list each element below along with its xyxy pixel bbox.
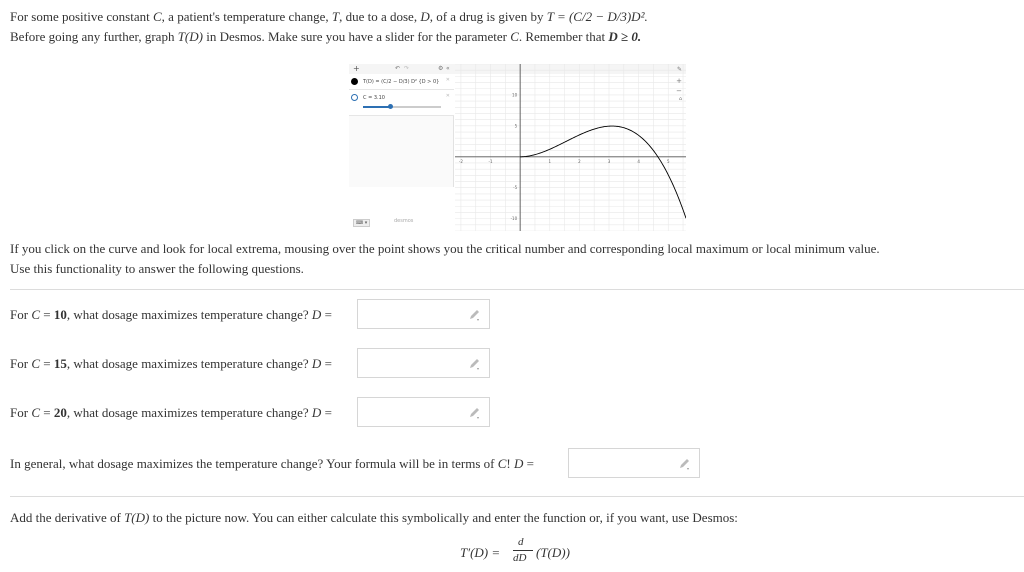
graph-canvas[interactable] (455, 64, 686, 231)
var-t: T (331, 9, 340, 24)
x-icon[interactable]: ✕ (445, 93, 450, 99)
fn-td: T(D) (177, 29, 203, 44)
equals: = (321, 356, 332, 371)
var-d: D (311, 356, 322, 371)
x-tick-label: 4 (637, 158, 640, 164)
undo-icon[interactable]: ↶ (395, 65, 401, 72)
equals: = (39, 356, 54, 371)
slider-handle[interactable] (388, 104, 393, 109)
desmos-logo: desmos (394, 218, 414, 224)
x-tick-label: -2 (458, 158, 463, 164)
x-tick-label: -1 (488, 158, 493, 164)
redo-icon[interactable]: ↷ (404, 65, 410, 72)
function-curve (520, 126, 686, 218)
y-tick-label: 10 (512, 92, 518, 98)
question-text: For (10, 307, 32, 322)
graph-area[interactable] (455, 64, 686, 231)
equals: = (523, 456, 534, 471)
c-value: 20 (53, 405, 67, 420)
var-d: D (311, 405, 322, 420)
derivative-prompt (10, 509, 738, 527)
fraction-bar (513, 550, 533, 551)
var-c: C (31, 405, 40, 420)
constraint: D ≥ 0. (608, 29, 642, 44)
c-value: 10 (53, 307, 67, 322)
equals: = (39, 307, 54, 322)
x-tick-label: 1 (548, 158, 552, 164)
x-tick-label: 5 (666, 158, 670, 164)
intro-text: Before going any further, graph (10, 29, 178, 44)
pencil-icon[interactable] (467, 406, 481, 420)
slider-fill (363, 106, 390, 108)
desmos-footer (349, 214, 454, 231)
y-tick-label: 5 (514, 123, 518, 129)
equals: = (39, 405, 54, 420)
var-d: D (311, 307, 322, 322)
intro-text: , of a drug is given by (429, 9, 547, 24)
var-c: C (153, 9, 162, 24)
expression-row-1[interactable] (349, 74, 454, 90)
divider (10, 289, 1024, 290)
question-text: , what dosage maximizes temperature change? (66, 356, 312, 371)
keyboard-button[interactable]: ⌨ ▾ (353, 219, 370, 227)
question-text: , what dosage maximizes temperature change? (66, 307, 312, 322)
zoom-out-icon[interactable]: − (676, 87, 682, 95)
expression-2[interactable]: C = 3.10 (363, 95, 385, 101)
derivative-rhs: (T(D)) (536, 545, 570, 560)
y-tick-label: -10 (510, 216, 518, 222)
pencil-icon[interactable] (467, 357, 481, 371)
wrench-icon[interactable]: ✎ (676, 66, 682, 73)
slider-color-icon[interactable] (351, 94, 358, 101)
x-tick-label: 2 (578, 158, 581, 164)
function-color-icon[interactable] (351, 78, 358, 85)
divider (10, 496, 1024, 497)
var-d: D (420, 9, 430, 24)
answer-input-general[interactable] (568, 448, 700, 478)
var-c: C (497, 456, 507, 471)
var-c: C (31, 356, 40, 371)
question-text: In general, what dosage maximizes the temperature change? Your formula will be in terms of (10, 456, 498, 471)
var-c: C (31, 307, 40, 322)
y-tick-label: -5 (513, 185, 518, 191)
expression-1[interactable]: T(D) = (C/2 − D/3) D² {D > 0} (363, 79, 440, 85)
temperature-formula: T = (C/2 − D/3)D². (546, 9, 648, 24)
intro-text: , due to a dose, (339, 9, 421, 24)
pencil-icon[interactable] (467, 308, 481, 322)
expression-list (349, 74, 454, 187)
answer-input-3[interactable] (357, 397, 490, 427)
hint-line-1: If you click on the curve and look for local extrema, mousing over the point shows you the critical number and corresponding local maximum or local minimum value. (10, 241, 880, 256)
question-text: , what dosage maximizes temperature change? (66, 405, 312, 420)
equals: = (321, 307, 332, 322)
intro-text: . Remember that (518, 29, 609, 44)
prompt-text: Add the derivative of (10, 510, 125, 525)
zoom-in-icon[interactable]: + (676, 77, 682, 85)
hint-line-2: Use this functionality to answer the following questions. (10, 261, 304, 276)
intro-line-1 (10, 8, 648, 26)
intro-text: , a patient's temperature change, (161, 9, 332, 24)
prompt-text: to the picture now. You can either calculate this symbolically and enter the function or, if you want, use Desmos: (149, 510, 738, 525)
question-2 (10, 355, 332, 373)
var-d: D (513, 456, 524, 471)
answer-input-1[interactable] (357, 299, 490, 329)
answer-input-2[interactable] (357, 348, 490, 378)
question-text: For (10, 356, 32, 371)
intro-text: in Desmos. Make sure you have a slider for the parameter (202, 29, 511, 44)
intro-line-2 (10, 28, 641, 46)
fn-td: T(D) (124, 510, 150, 525)
x-tick-label: 3 (607, 158, 611, 164)
derivative-numerator: d (518, 536, 524, 548)
home-icon[interactable]: ⌂ (678, 96, 682, 102)
expression-row-2[interactable] (349, 90, 454, 116)
question-3 (10, 404, 332, 422)
general-question (10, 455, 534, 473)
equals: = (321, 405, 332, 420)
question-1 (10, 306, 332, 324)
desmos-calculator[interactable] (349, 64, 686, 231)
gear-icon[interactable]: ⚙ (438, 65, 444, 72)
var-c: C (510, 29, 519, 44)
x-icon[interactable]: ✕ (445, 77, 450, 83)
derivative-denominator: dD (513, 552, 527, 564)
derivative-lhs: T′(D) = (460, 545, 501, 560)
c-value: 15 (53, 356, 67, 371)
double-chevron-left-icon[interactable]: « (446, 65, 450, 72)
intro-text: For some positive constant (10, 9, 153, 24)
question-text: For (10, 405, 32, 420)
plus-icon[interactable]: + (353, 64, 360, 73)
pencil-icon[interactable] (677, 457, 691, 471)
question-text: ! (506, 456, 514, 471)
